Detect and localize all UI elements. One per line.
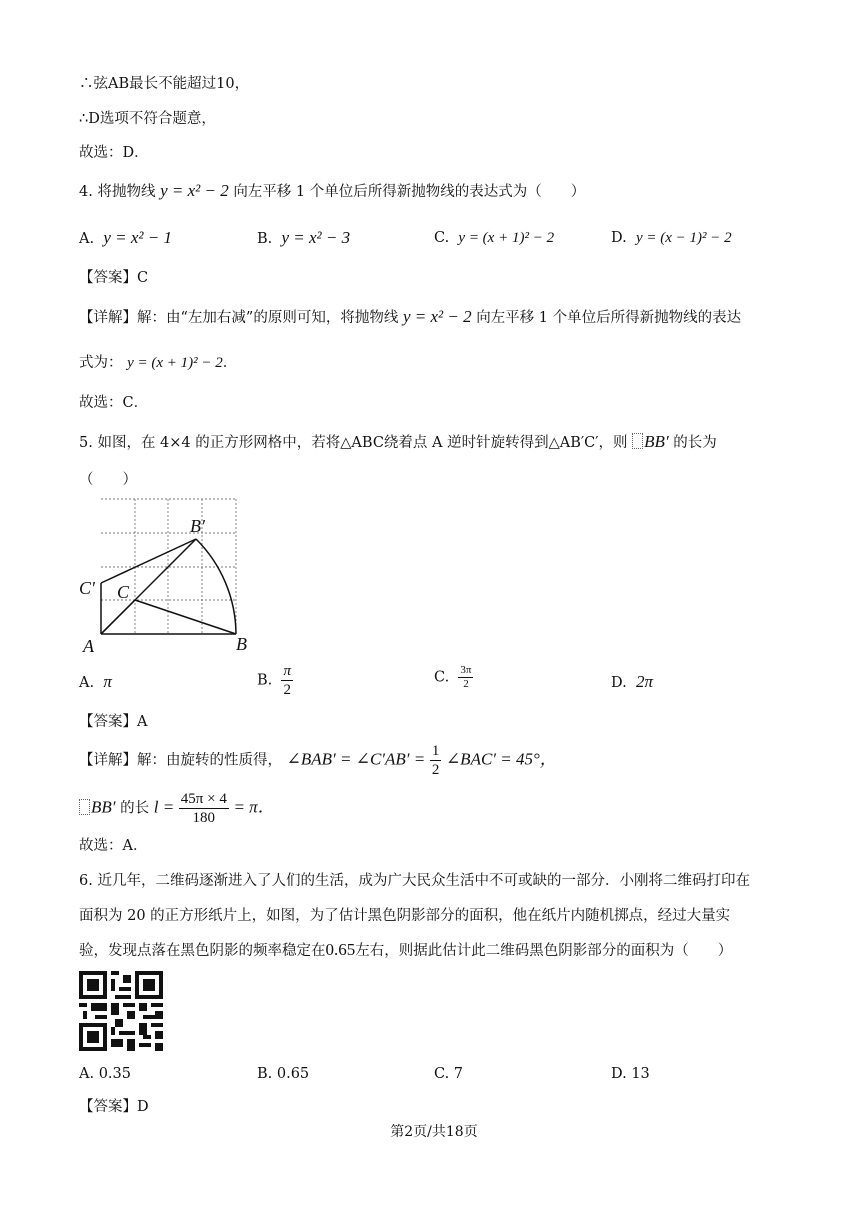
label-C-prime: C′ (79, 578, 95, 598)
option-label: B. (257, 672, 273, 689)
option-math: y = (x − 1)² − 2 (635, 230, 732, 246)
math-expression: = π． (233, 797, 275, 817)
math-expression: y = (x + 1)² − 2 (127, 355, 223, 371)
text-line: ∴D选项不符合题意， (79, 111, 216, 127)
fraction: $\frac{\pi}{2}$ (283, 663, 291, 698)
option-math: π (103, 672, 112, 691)
question-number: 4. (79, 184, 93, 200)
option-label: D. (611, 675, 627, 691)
question-4 (79, 181, 585, 202)
page-footer: 第2页/共18页 (390, 1124, 478, 1140)
label-B-prime: B′ (190, 516, 205, 536)
question-text: 向左平移 1 个单位后所得新抛物线的表达式为（ ） (233, 184, 586, 200)
question-text: 如图，在 4×4 的正方形网格中，若将△ABC绕着点 A 逆时针旋转得到△AB′C′，则 (97, 435, 628, 451)
label-C: C (117, 582, 130, 602)
math-value: 0.65 (325, 940, 356, 959)
label-A: A (83, 636, 94, 656)
q6-line-3 (79, 940, 732, 961)
q5-detail (79, 742, 557, 779)
q4-select: 故选：C． (79, 395, 149, 411)
q5-select: 故选：A． (79, 838, 148, 854)
q5-paren: （ ） (79, 472, 137, 488)
math-expression: ∠BAC′ = 45°， (445, 749, 557, 769)
fraction: $\frac{45\pi \times 4}{180}$ (180, 791, 227, 826)
q4-detail (79, 307, 741, 328)
q5-option-b (257, 662, 293, 699)
option-math: y = x² − 3 (281, 228, 351, 247)
detail-text: 式为： (79, 355, 123, 371)
question-5 (79, 432, 717, 453)
detail-text: 【详解】解：由“左加右减”的原则可知，将抛物线 (79, 310, 399, 326)
arc-icon (79, 799, 90, 815)
q5-option-d (611, 672, 653, 693)
q6-line-1: 6. 近几年，二维码逐渐进入了人们的生活，成为广大民众生活中不可或缺的一部分．小刚将二维码打印在 (79, 873, 750, 889)
q4-option-c (434, 228, 554, 248)
segment-CB (135, 600, 236, 634)
detail-text: 【详解】解：由旋转的性质得， (79, 752, 282, 769)
math-expression: l = (153, 797, 175, 817)
q5-option-c (434, 664, 473, 691)
option-label: D. (611, 230, 627, 246)
q6-option-b: B. 0.65 (257, 1066, 310, 1082)
math-expression: ∠BAB′ = ∠C′AB′ = (286, 749, 426, 769)
arc-icon (632, 433, 643, 449)
q6-option-a: A. 0.35 (79, 1066, 131, 1082)
q4-answer: 【答案】C (79, 270, 149, 286)
option-math: y = x² − 1 (103, 228, 172, 247)
segment-AC (101, 600, 135, 634)
q4-option-a (79, 228, 172, 249)
question-text: 左右，则据此估计此二维码黑色阴影部分的面积为（ ） (355, 943, 733, 959)
q6-answer: 【答案】D (79, 1099, 149, 1115)
math-expression: y = x² − 2 (160, 181, 229, 200)
q5-detail-2 (79, 790, 275, 827)
q5-option-a (79, 672, 112, 693)
fraction: $\frac{3\pi}{2}$ (460, 664, 472, 690)
option-label: B. (257, 231, 273, 247)
arc-label: BB′ (91, 797, 116, 817)
arc-label: BB′ (644, 432, 669, 451)
option-label: C. (434, 669, 450, 686)
question-text: 将抛物线 (97, 184, 156, 200)
q5-answer: 【答案】A (79, 714, 148, 730)
q6-line-2: 面积为 20 的正方形纸片上，如图，为了估计黑色阴影部分的面积，他在纸片内随机掷点，经过大量实 (79, 908, 731, 924)
question-text: 验，发现点落在黑色阴影的频率稳定在 (79, 943, 326, 959)
question-text: 的长为 (673, 435, 717, 451)
math-expression: y = x² − 2 (402, 307, 472, 326)
option-label: C. (434, 230, 450, 246)
rotation-figure (76, 492, 266, 658)
q4-detail-2: 式为： y = (x + 1)² − 2． (79, 355, 238, 371)
q6-option-c: C. 7 (434, 1066, 464, 1082)
question-number: 5. (79, 435, 93, 451)
label-B: B (236, 634, 247, 654)
qr-code-image (79, 971, 163, 1051)
option-math: 2π (635, 672, 653, 691)
text-line: ∴弦AB最长不能超过10， (79, 76, 250, 92)
option-label: A. (79, 231, 95, 247)
text-line: 故选：D． (79, 145, 149, 161)
detail-text: 的长 (120, 800, 150, 817)
option-math: y = (x + 1)² − 2 (458, 230, 555, 246)
segment-C-prime-B-prime (101, 539, 196, 583)
option-label: A. (79, 675, 95, 691)
fraction: $\frac{1}{2}$ (431, 743, 440, 778)
q4-option-d (611, 228, 732, 248)
q4-option-b (257, 228, 350, 249)
q6-option-d: D. 13 (611, 1066, 650, 1082)
detail-text: 向左平移 1 个单位后所得新抛物线的表达 (476, 310, 742, 326)
